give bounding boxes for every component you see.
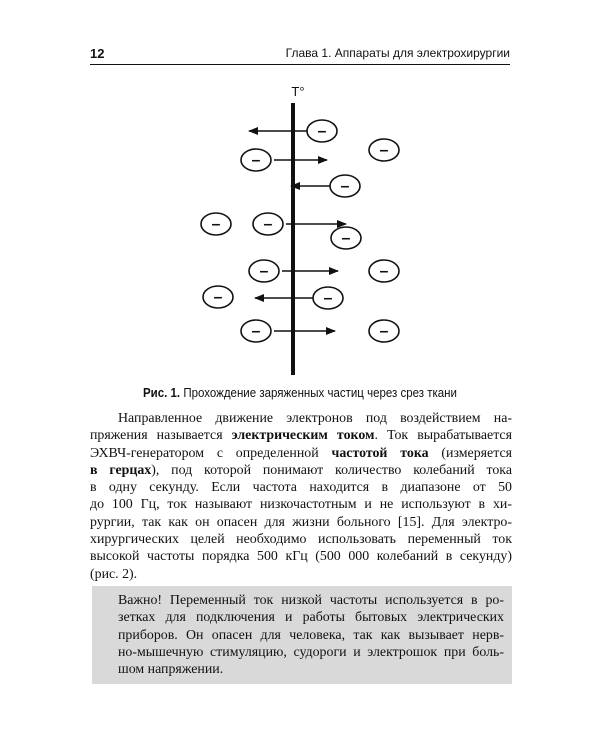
text-run: (рис. 2). bbox=[90, 566, 138, 582]
electron-minus-sign: – bbox=[323, 290, 333, 307]
electron-minus-sign: – bbox=[379, 142, 389, 159]
bold-term: электрическим током bbox=[231, 428, 375, 444]
note-line: зетках для подключения и работы бытовых электрических bbox=[118, 610, 504, 626]
text-run: в одну секунду. Если частота находится в диапазоне от 50 bbox=[90, 480, 512, 496]
body-line bbox=[90, 496, 512, 513]
important-note-text bbox=[118, 592, 504, 678]
text-run: . Ток вырабатывается bbox=[374, 428, 512, 444]
bold-term: частотой тока bbox=[331, 445, 429, 461]
text-run: до 100 Гц, ток называют низкочастотным и не используют в хи- bbox=[90, 497, 512, 513]
text-run: рургии, так как он опасен для жизни больного [15]. Для электро- bbox=[90, 514, 512, 530]
body-line bbox=[90, 445, 512, 462]
note-line: шом напряжении. bbox=[118, 662, 224, 678]
body-line bbox=[90, 479, 512, 496]
text-run: (измеряется bbox=[428, 445, 512, 461]
body-line bbox=[90, 514, 512, 531]
body-line bbox=[90, 566, 512, 583]
electron-minus-sign: – bbox=[259, 263, 269, 280]
electron-minus-sign: – bbox=[263, 216, 273, 233]
electron-minus-sign: – bbox=[341, 230, 351, 247]
electron-minus-sign: – bbox=[251, 152, 261, 169]
body-line bbox=[90, 410, 512, 427]
electron-minus-sign: – bbox=[379, 323, 389, 340]
axis-label: T° bbox=[291, 84, 305, 99]
text-run: высокой частоты порядка 500 кГц (500 000 колебаний в секунду) bbox=[90, 549, 512, 565]
note-line: приборов. Он опасен для человека, так как вызывает нерв- bbox=[118, 627, 504, 643]
page-number: 12 bbox=[90, 46, 105, 61]
text-run: Направленное движение электронов под воздействием на- bbox=[118, 411, 512, 426]
text-run: хирургических целей необходимо использовать переменный ток bbox=[90, 532, 512, 548]
electron-minus-sign: – bbox=[340, 178, 350, 195]
note-line: Важно! Переменный ток низкой частоты используется в ро- bbox=[118, 593, 504, 608]
important-note-box bbox=[92, 586, 512, 684]
figure-caption bbox=[24, 386, 576, 400]
note-line: но-мышечную стимуляцию, судороги и электрошок при боль- bbox=[118, 644, 504, 660]
text-run: ), под которой понимают количество колебаний тока bbox=[151, 462, 512, 478]
caption-label: Рис. 1. bbox=[143, 386, 181, 400]
electron-minus-sign: – bbox=[213, 289, 223, 306]
chapter-title: Глава 1. Аппараты для электрохирургии bbox=[285, 46, 510, 60]
bold-term: в герцах bbox=[90, 462, 152, 478]
electron-minus-sign: – bbox=[211, 216, 221, 233]
electron-minus-sign: – bbox=[317, 123, 327, 140]
body-line bbox=[90, 531, 512, 548]
electron-minus-sign: – bbox=[251, 323, 261, 340]
body-line bbox=[90, 427, 512, 444]
text-run: пряжения называется bbox=[90, 428, 232, 444]
electron-minus-sign: – bbox=[379, 263, 389, 280]
body-paragraph bbox=[90, 410, 512, 583]
text-run: ЭХВЧ-генератором с определенной bbox=[90, 445, 332, 461]
body-line bbox=[90, 548, 512, 565]
caption-text: Прохождение заряженных частиц через срез ткани bbox=[180, 386, 457, 400]
particle-group bbox=[201, 120, 399, 342]
body-line bbox=[90, 462, 512, 479]
